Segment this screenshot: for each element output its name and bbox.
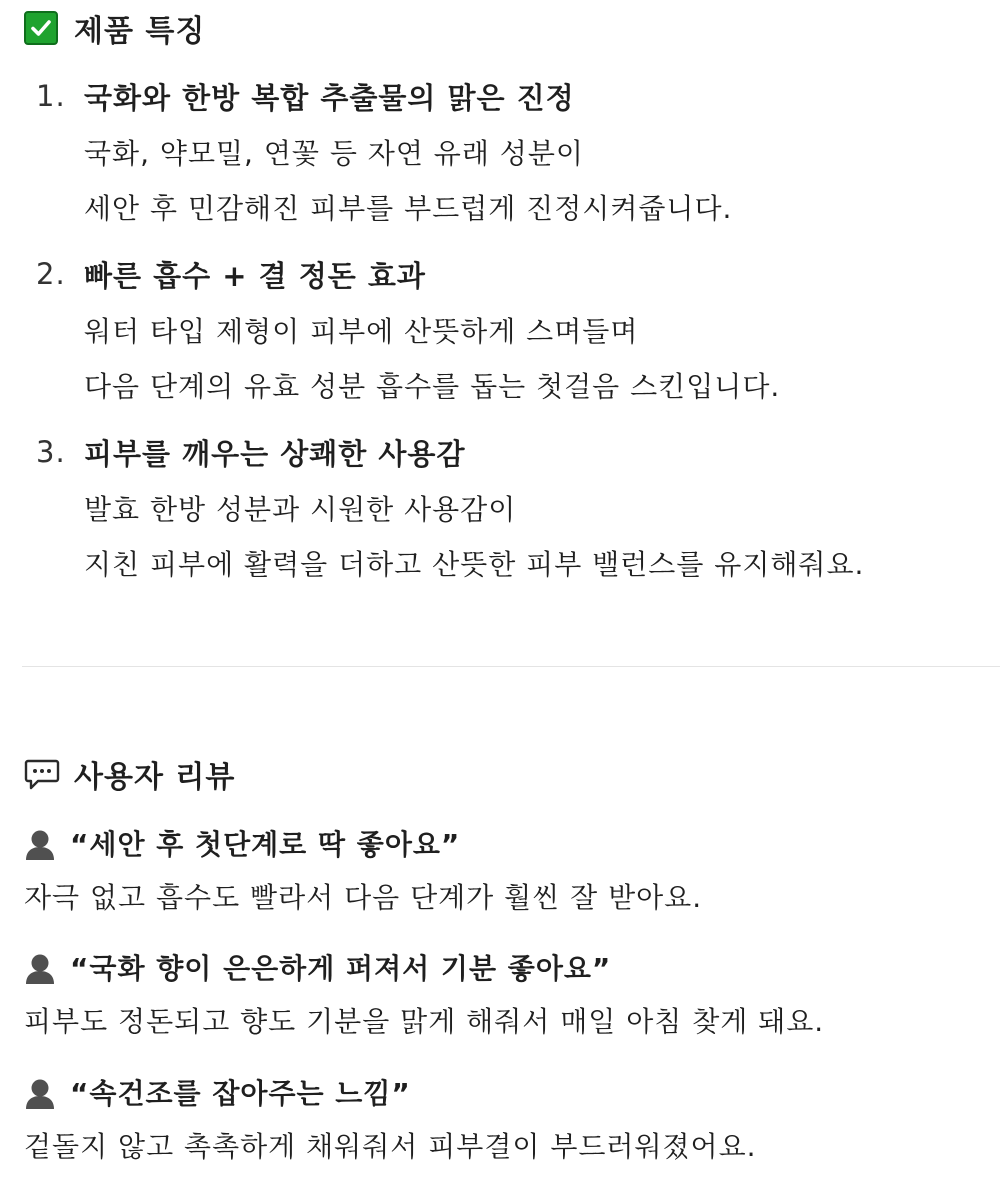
person-silhouette-icon bbox=[24, 950, 56, 984]
review-title-text: “속건조를 잡아주는 느낌” bbox=[70, 1077, 411, 1110]
feature-description-line: 세안 후 민감해진 피부를 부드럽게 진정시켜줍니다. bbox=[84, 191, 733, 225]
feature-description-line: 워터 타입 제형이 피부에 산뜻하게 스며들며 bbox=[84, 314, 639, 348]
person-silhouette-icon bbox=[24, 826, 56, 860]
feature-title bbox=[36, 68, 976, 124]
review-item bbox=[24, 1068, 984, 1174]
person-silhouette-icon bbox=[24, 1075, 56, 1109]
feature-item bbox=[36, 68, 976, 234]
feature-title-text: 빠른 흡수 + 결 정돈 효과 bbox=[84, 258, 426, 293]
review-body: 겉돌지 않고 촉촉하게 채워줘서 피부결이 부드러워졌어요. bbox=[24, 1130, 757, 1163]
review-title bbox=[24, 1068, 984, 1116]
section-divider bbox=[22, 666, 1000, 667]
feature-title bbox=[36, 246, 976, 302]
review-body: 피부도 정돈되고 향도 기분을 맑게 해줘서 매일 아침 찾게 돼요. bbox=[24, 1005, 825, 1038]
feature-item bbox=[36, 246, 976, 412]
feature-description-line: 지친 피부에 활력을 더하고 산뜻한 피부 밸런스를 유지해줘요. bbox=[84, 547, 865, 581]
feature-description-line: 다음 단계의 유효 성분 흡수를 돕는 첫걸음 스킨입니다. bbox=[84, 369, 781, 403]
feature-title-text: 국화와 한방 복합 추출물의 맑은 진정 bbox=[84, 80, 575, 115]
review-title bbox=[24, 819, 984, 867]
review-title bbox=[24, 943, 984, 991]
feature-number: 2. bbox=[36, 257, 66, 291]
features-heading bbox=[24, 6, 205, 50]
reviews-heading-label: 사용자 리뷰 bbox=[74, 760, 236, 795]
reviews-heading bbox=[24, 752, 235, 796]
review-title-text: “국화 향이 은은하게 퍼져서 기분 좋아요” bbox=[70, 952, 612, 985]
feature-number: 1. bbox=[36, 79, 66, 113]
feature-item bbox=[36, 424, 976, 590]
speech-bubble-icon bbox=[24, 757, 60, 791]
review-body: 자극 없고 흡수도 빨라서 다음 단계가 훨씬 잘 받아요. bbox=[24, 881, 703, 914]
feature-title-text: 피부를 깨우는 상쾌한 사용감 bbox=[84, 436, 466, 471]
feature-title bbox=[36, 424, 976, 480]
check-box-icon bbox=[24, 11, 58, 45]
features-heading-label: 제품 특징 bbox=[74, 14, 206, 49]
feature-number: 3. bbox=[36, 435, 66, 469]
review-item bbox=[24, 819, 984, 925]
review-item bbox=[24, 943, 984, 1049]
feature-description-line: 국화, 약모밀, 연꽃 등 자연 유래 성분이 bbox=[84, 136, 584, 170]
review-title-text: “세안 후 첫단계로 딱 좋아요” bbox=[70, 828, 461, 861]
feature-description-line: 발효 한방 성분과 시원한 사용감이 bbox=[84, 492, 517, 526]
